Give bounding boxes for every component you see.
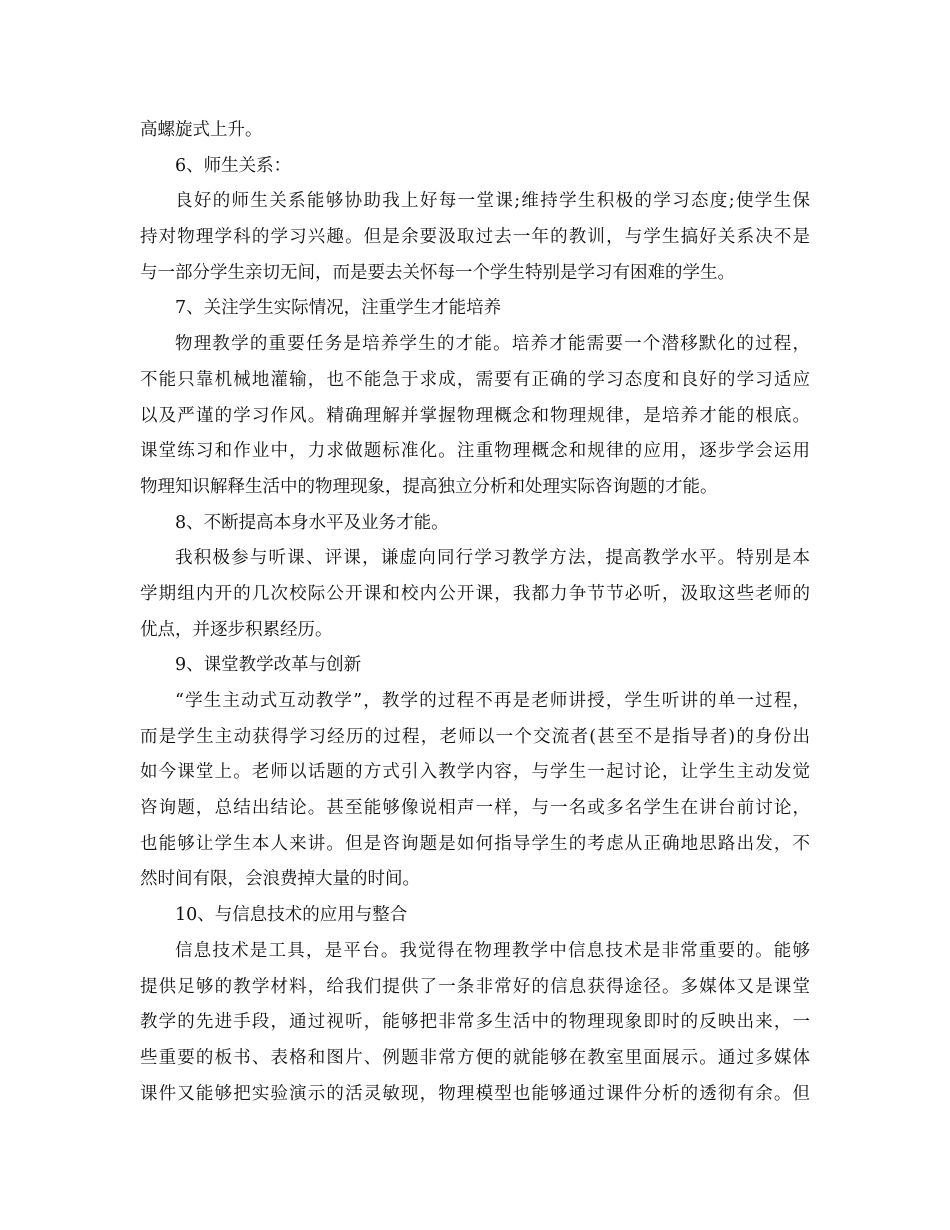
text-line: 物理教学的重要任务是培养学生的才能。培养才能需要一个潜移默化的过程，: [175, 334, 810, 355]
text-line: 优点，并逐步积累经历。: [140, 619, 333, 640]
text-line: 教学的先进手段，通过视听，能够把非常多生活中的物理现象即时的反映出来，一: [140, 1012, 810, 1033]
text-line: 以及严谨的学习作风。精确理解并掌握物理概念和物理规律，是培养才能的根底。: [140, 405, 810, 426]
section-heading: 10、与信息技术的应用与整合: [175, 905, 408, 926]
text-line: 而是学生主动获得学习经历的过程，老师以一个交流者(甚至不是指导者)的身份出: [140, 726, 810, 747]
section-heading: 8、不断提高本身水平及业务才能。: [175, 512, 449, 533]
text-line: 信息技术是工具，是平台。我觉得在物理教学中信息技术是非常重要的。能够: [175, 940, 810, 961]
text-line: 课件又能够把实验演示的活灵敏现，物理模型也能够通过课件分析的透彻有余。但: [140, 1083, 810, 1104]
section-heading: 9、课堂教学改革与创新: [175, 655, 362, 676]
text-line: 然时间有限，会浪费掉大量的时间。: [140, 869, 420, 890]
text-line: 我积极参与听课、评课，谦虚向同行学习教学方法，提高教学水平。特别是本: [175, 548, 810, 569]
text-line: 提供足够的教学材料，给我们提供了一条非常好的信息获得途径。多媒体又是课堂: [140, 976, 810, 997]
text-line: 高螺旋式上升。: [140, 120, 263, 140]
text-line: 不能只靠机械地灌输，也不能急于求成，需要有正确的学习态度和良好的学习适应: [140, 369, 810, 390]
text-line: 也能够让学生本人来讲。但是咨询题是如何指导学生的考虑从正确地思路出发，不: [140, 833, 810, 854]
text-line: 些重要的板书、表格和图片、例题非常方便的就能够在教室里面展示。通过多媒体: [140, 1047, 810, 1068]
text-line: 课堂练习和作业中，力求做题标准化。注重物理概念和规律的应用，逐步学会运用: [140, 441, 810, 462]
text-line: 学期组内开的几次校际公开课和校内公开课，我都力争节节必听，汲取这些老师的: [140, 583, 810, 604]
text-line: 物理知识解释生活中的物理现象，提高独立分析和处理实际咨询题的才能。: [140, 476, 718, 497]
text-line: 如今课堂上。老师以话题的方式引入教学内容，与学生一起讨论，让学生主动发觉: [140, 762, 810, 783]
text-line: 良好的师生关系能够协助我上好每一堂课;维持学生积极的学习态度;使学生保: [175, 191, 810, 212]
section-heading: 6、师生关系：: [175, 155, 292, 176]
section-heading: 7、关注学生实际情况，注重学生才能培养: [175, 298, 502, 319]
text-line: 与一部分学生亲切无间，而是要去关怀每一个学生特别是学习有困难的学生。: [140, 262, 735, 283]
text-line: 咨询题，总结出结论。甚至能够像说相声一样，与一名或多名学生在讲台前讨论，: [140, 798, 810, 819]
text-line: 持对物理学科的学习兴趣。但是余要汲取过去一年的教训，与学生搞好关系决不是: [140, 227, 810, 248]
text-line: “学生主动式互动教学”，教学的过程不再是老师讲授，学生听讲的单一过程，: [175, 691, 810, 711]
